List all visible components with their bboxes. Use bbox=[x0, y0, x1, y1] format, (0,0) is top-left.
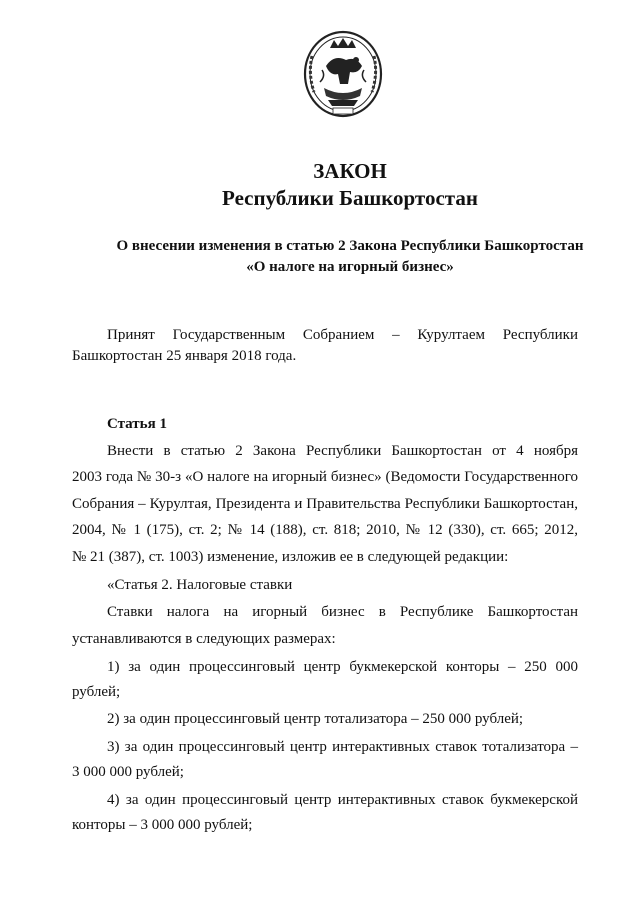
list-item-continuation: конторы – 3 000 000 рублей; bbox=[72, 817, 253, 833]
list-item: 4) за один процессинговый центр интерактивных ставок букмекерской bbox=[107, 792, 578, 808]
quoted-article-heading: «Статья 2. Налоговые ставки bbox=[107, 577, 293, 593]
list-item-continuation: 3 000 000 рублей; bbox=[72, 764, 184, 780]
paragraph-line: 2003 года № 30-з «О налоге на игорный бизнес» (Ведомости Государственного bbox=[72, 469, 578, 485]
list-item: 2) за один процессинговый центр тотализатора – 250 000 рублей; bbox=[107, 711, 524, 727]
list-item: 3) за один процессинговый центр интерактивных ставок тотализатора – bbox=[107, 739, 578, 755]
paragraph-line: Ставки налога на игорный бизнес в Республике Башкортостан bbox=[107, 604, 578, 620]
article-heading: Статья 1 bbox=[107, 416, 167, 432]
law-name-line-1: О внесении изменения в статью 2 Закона Республики Башкортостан bbox=[116, 238, 584, 254]
document-title: ЗАКОН bbox=[313, 159, 387, 183]
paragraph-line: № 21 (387), ст. 1003) изменение, изложив ее в следующей редакции: bbox=[72, 549, 509, 565]
paragraph-line: Собрания – Курултая, Президента и Правительства Республики Башкортостан, bbox=[72, 496, 578, 512]
paragraph-line: 2004, № 1 (175), ст. 2; № 14 (188), ст. 818; 2010, № 12 (330), ст. 665; 2012, bbox=[72, 522, 578, 538]
document-subtitle: Республики Башкортостан bbox=[222, 186, 478, 210]
adoption-line-2: Башкортостан 25 января 2018 года. bbox=[72, 348, 297, 364]
paragraph-line: Внести в статью 2 Закона Республики Башкортостан от 4 ноября bbox=[107, 443, 578, 459]
adoption-line-1: Принят Государственным Собранием – Курултаем Республики bbox=[107, 327, 578, 343]
bashkortostan-coat-of-arms-icon bbox=[300, 26, 386, 126]
list-item-continuation: рублей; bbox=[72, 684, 121, 700]
law-name-line-2: «О налоге на игорный бизнес» bbox=[246, 259, 454, 275]
list-item: 1) за один процессинговый центр букмекерской конторы – 250 000 bbox=[107, 659, 578, 675]
paragraph-line: устанавливаются в следующих размерах: bbox=[72, 631, 336, 647]
